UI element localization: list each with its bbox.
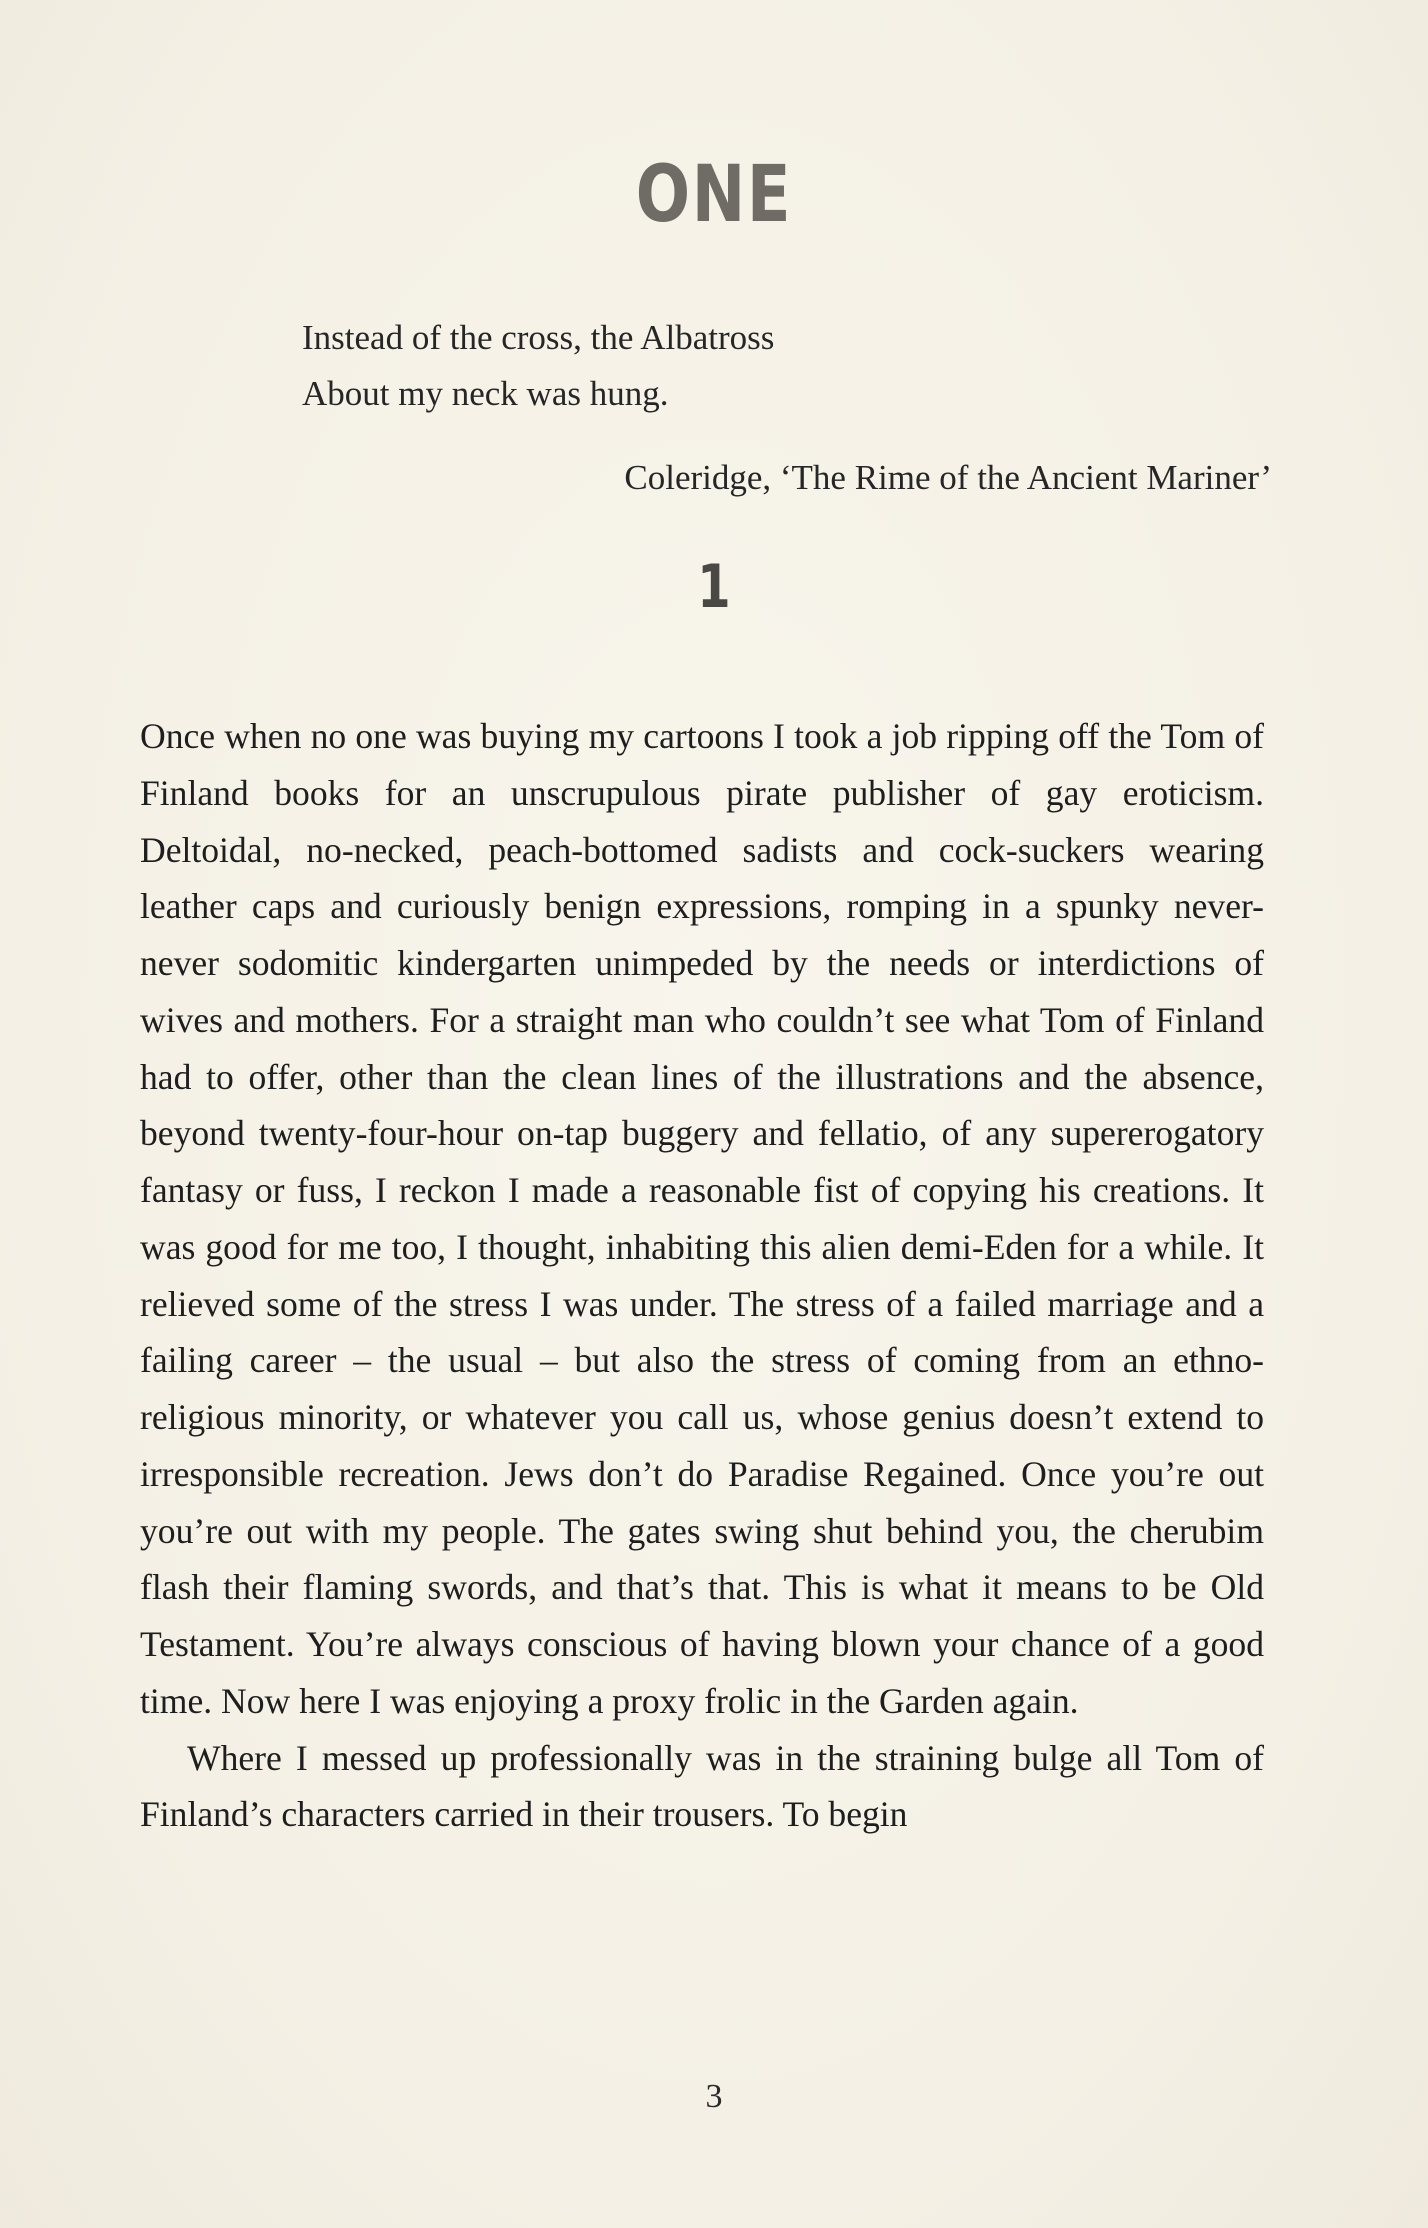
section-number: 1 xyxy=(697,552,731,622)
epigraph-line-1: Instead of the cross, the Albatross xyxy=(302,318,775,357)
epigraph-line-2: About my neck was hung. xyxy=(302,374,669,413)
epigraph xyxy=(302,310,1272,506)
epigraph-attribution: Coleridge, ‘The Rime of the Ancient Mariner’ xyxy=(624,458,1272,497)
body-text xyxy=(140,708,1264,1843)
paragraph-1: Once when no one was buying my cartoons I took a job ripping off the Tom of Finland books for an unscrupulous pirate publisher of gay eroticism. Deltoidal, no-necked, peach-bottomed sadists and cock-suckers wearing leather caps and curiously benign expressions, romping in a spunky never-never sodomitic kindergarten unimpeded by the needs or interdictions of wives and mothers. For a straight man who couldn’t see what Tom of Finland had to offer, other than the clean lines of the illustrations and the absence, beyond twenty-four-hour on-tap buggery and fellatio, of any supererogatory fantasy or fuss, I reckon I made a reasonable fist of copying his creations. It was good for me too, I thought, inhabiting this alien demi-Eden for a while. It relieved some of the stress I was under. The stress of a failed marriage and a failing career – the usual – but also the stress of coming from an ethno-religious minority, or whatever you call us, whose genius doesn’t extend to irresponsible recreation. Jews don’t do Paradise Regained. Once you’re out you’re out with my people. The gates swing shut behind you, the cherubim flash their flaming swords, and that’s that. This is what it means to be Old Testament. You’re always conscious of having blown your chance of a good time. Now here I was enjoying a proxy frolic in the Garden again. xyxy=(140,716,1264,1721)
paragraph-2: Where I messed up professionally was in the straining bulge all Tom of Finland’s characters carried in their trousers. To begin xyxy=(140,1737,1264,1835)
chapter-title: ONE xyxy=(635,150,793,240)
page-number: 3 xyxy=(705,2078,723,2115)
